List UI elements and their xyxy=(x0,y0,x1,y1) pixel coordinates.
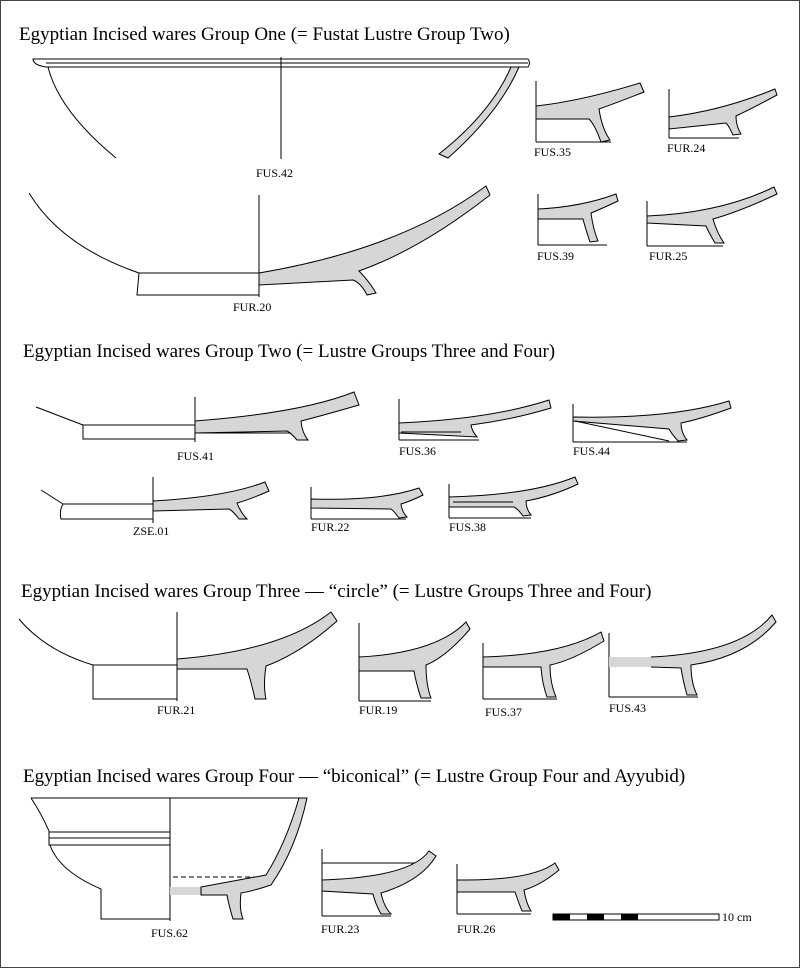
profile-fus41 xyxy=(36,392,359,442)
label-fur23: FUR.23 xyxy=(321,922,360,936)
label-fus41: FUS.41 xyxy=(177,449,215,463)
label-fur26: FUR.26 xyxy=(457,922,496,936)
profile-fur22 xyxy=(311,487,423,519)
label-fus42: FUS.42 xyxy=(256,166,294,180)
profile-fus42 xyxy=(33,57,530,159)
profile-fur23 xyxy=(322,849,436,916)
heading-group-two: Egyptian Incised wares Group Two (= Lustre Groups Three and Four) xyxy=(23,341,556,362)
profile-fur25 xyxy=(647,187,777,246)
label-fur24: FUR.24 xyxy=(667,141,706,155)
profile-fur21 xyxy=(19,612,337,701)
heading-group-one: Egyptian Incised wares Group One (= Fustat Lustre Group Two) xyxy=(19,24,510,45)
profile-fur20 xyxy=(29,186,490,297)
label-fus35: FUS.35 xyxy=(534,145,572,159)
profile-fur24 xyxy=(669,89,777,138)
profile-fus37 xyxy=(483,632,604,699)
profile-zse01 xyxy=(41,477,269,523)
profile-fus39 xyxy=(538,194,618,245)
profile-fus43 xyxy=(609,615,776,697)
label-fur22: FUR.22 xyxy=(311,520,350,534)
profile-fus36 xyxy=(399,399,551,440)
profile-fus62 xyxy=(31,798,307,921)
profile-fus35 xyxy=(536,81,644,142)
heading-group-four: Egyptian Incised wares Group Four — “biconical” (= Lustre Group Four and Ayyubid) xyxy=(23,766,686,787)
label-fus39: FUS.39 xyxy=(537,249,575,263)
label-fus43: FUS.43 xyxy=(609,701,647,715)
profile-fur19 xyxy=(359,622,470,701)
heading-group-three: Egyptian Incised wares Group Three — “circle” (= Lustre Groups Three and Four) xyxy=(21,581,652,602)
label-fus44: FUS.44 xyxy=(573,444,611,458)
profile-fur26 xyxy=(457,863,559,914)
profile-fus44 xyxy=(573,401,731,442)
label-fus62: FUS.62 xyxy=(151,926,189,940)
profile-fus38 xyxy=(449,477,578,518)
label-fus38: FUS.38 xyxy=(449,520,487,534)
label-fur25: FUR.25 xyxy=(649,249,688,263)
label-zse01: ZSE.01 xyxy=(133,524,170,538)
label-fur20: FUR.20 xyxy=(233,300,272,314)
label-fur21: FUR.21 xyxy=(157,703,196,717)
scale-bar xyxy=(553,914,719,920)
scale-label: 10 cm xyxy=(722,910,752,924)
label-fur19: FUR.19 xyxy=(359,703,398,717)
label-fus37: FUS.37 xyxy=(485,705,523,719)
label-fus36: FUS.36 xyxy=(399,444,437,458)
